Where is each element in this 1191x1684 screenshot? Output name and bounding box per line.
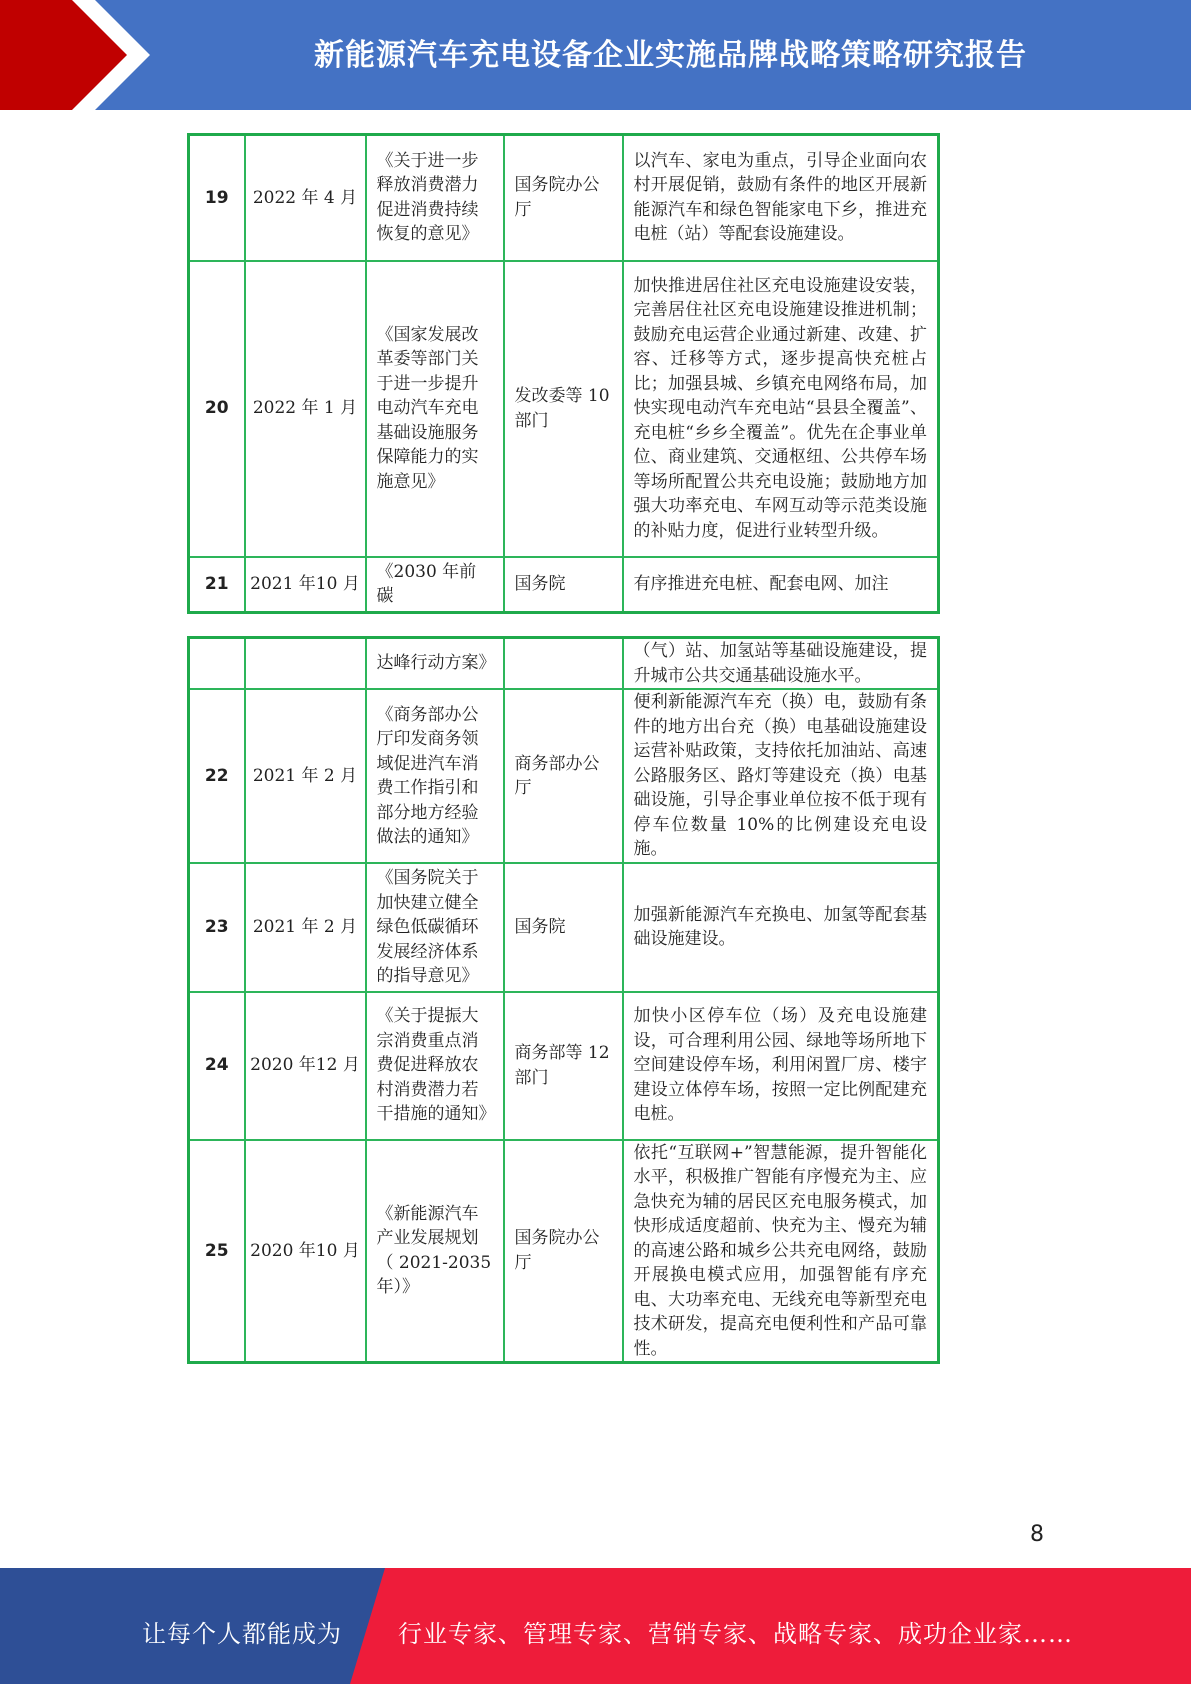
row-department: 国务院办公厅 (504, 135, 623, 261)
policy-table-part-1 (187, 133, 940, 614)
row-department: 国务院办公厅 (504, 1140, 623, 1363)
row-document: 达峰行动方案》 (366, 638, 504, 690)
row-document: 《商务部办公厅印发商务领域促进汽车消费工作指引和部分地方经验做法的通知》 (366, 689, 504, 863)
row-document: 《新能源汽车产业发展规划（ 2021-2035 年）》 (366, 1140, 504, 1363)
row-number: 21 (189, 557, 245, 613)
row-description: （气）站、加氢站等基础设施建设，提升城市公共交通基础设施水平。 (623, 638, 939, 690)
footer-slogan-left: 让每个人都能成为 (142, 1620, 342, 1648)
row-description: 依托“互联网+”智慧能源，提升智能化水平，积极推广智能有序慢充为主、应急快充为辅的居民区充电服务模式，加快形成适度超前、快充为主、慢充为辅的高速公路和城乡公共充电网络，鼓励开展换电模式应用，加强智能有序充电、大功率充电、无线充电等新型充电技术研发，提高充电便利性和产品可靠性。 (623, 1140, 939, 1363)
row-date: 2022 年 1 月 (245, 261, 366, 557)
row-number: 19 (189, 135, 245, 261)
row-document: 《2030 年前碳 (366, 557, 504, 613)
page-header (0, 0, 1191, 110)
row-department: 国务院 (504, 863, 623, 992)
table-row (189, 689, 939, 863)
row-description: 加快小区停车位（场）及充电设施建设，可合理利用公园、绿地等场所地下空间建设停车场，利用闲置厂房、楼宇建设立体停车场，按照一定比例配建充电桩。 (623, 992, 939, 1140)
footer-slogan-right: 行业专家、管理专家、营销专家、战略专家、成功企业家…… (398, 1620, 1073, 1648)
row-department: 发改委等 10 部门 (504, 261, 623, 557)
table-row (189, 557, 939, 613)
row-department: 国务院 (504, 557, 623, 613)
table-row (189, 261, 939, 557)
row-number: 23 (189, 863, 245, 992)
page-number: 8 (1030, 1522, 1044, 1547)
row-date (245, 638, 366, 690)
row-date: 2021 年10 月 (245, 557, 366, 613)
row-date: 2020 年10 月 (245, 1140, 366, 1363)
row-department: 商务部等 12 部门 (504, 992, 623, 1140)
row-number (189, 638, 245, 690)
row-description: 加强新能源汽车充换电、加氢等配套基础设施建设。 (623, 863, 939, 992)
table-row (189, 135, 939, 261)
row-number: 24 (189, 992, 245, 1140)
row-department: 商务部办公厅 (504, 689, 623, 863)
row-description: 便利新能源汽车充（换）电，鼓励有条件的地方出台充（换）电基础设施建设运营补贴政策，支持依托加油站、高速公路服务区、路灯等建设充（换）电基础设施，引导企事业单位按不低于现有停车位数量 10%的比例建设充电设施。 (623, 689, 939, 863)
row-document: 《关于提振大宗消费重点消费促进释放农村消费潜力若干措施的通知》 (366, 992, 504, 1140)
row-number: 22 (189, 689, 245, 863)
row-date: 2020 年12 月 (245, 992, 366, 1140)
row-number: 25 (189, 1140, 245, 1363)
row-document: 《国务院关于加快建立健全绿色低碳循环发展经济体系的指导意见》 (366, 863, 504, 992)
row-date: 2021 年 2 月 (245, 863, 366, 992)
row-document: 《关于进一步释放消费潜力促进消费持续恢复的意见》 (366, 135, 504, 261)
table-row (189, 863, 939, 992)
table-row (189, 638, 939, 690)
table-row (189, 992, 939, 1140)
policy-table-part-2 (187, 636, 940, 1364)
row-date: 2022 年 4 月 (245, 135, 366, 261)
row-description: 加快推进居住社区充电设施建设安装，完善居住社区充电设施建设推进机制；鼓励充电运营企业通过新建、改建、扩容、迁移等方式，逐步提高快充桩占比；加强县城、乡镇充电网络布局，加快实现电动汽车充电站“县县全覆盖”、充电桩“乡乡全覆盖”。优先在企事业单位、商业建筑、交通枢纽、公共停车场等场所配置公共充电设施；鼓励地方加强大功率充电、车网互动等示范类设施的补贴力度，促进行业转型升级。 (623, 261, 939, 557)
page-footer (0, 1568, 1191, 1684)
row-document: 《国家发展改革委等部门关于进一步提升电动汽车充电基础设施服务保障能力的实施意见》 (366, 261, 504, 557)
page-title: 新能源汽车充电设备企业实施品牌战略策略研究报告 (314, 38, 1027, 73)
row-description: 有序推进充电桩、配套电网、加注 (623, 557, 939, 613)
row-description: 以汽车、家电为重点，引导企业面向农村开展促销，鼓励有条件的地区开展新能源汽车和绿色智能家电下乡，推进充电桩（站）等配套设施建设。 (623, 135, 939, 261)
header-chevron-icon (0, 0, 160, 110)
row-number: 20 (189, 261, 245, 557)
row-date: 2021 年 2 月 (245, 689, 366, 863)
row-department (504, 638, 623, 690)
table-row (189, 1140, 939, 1363)
